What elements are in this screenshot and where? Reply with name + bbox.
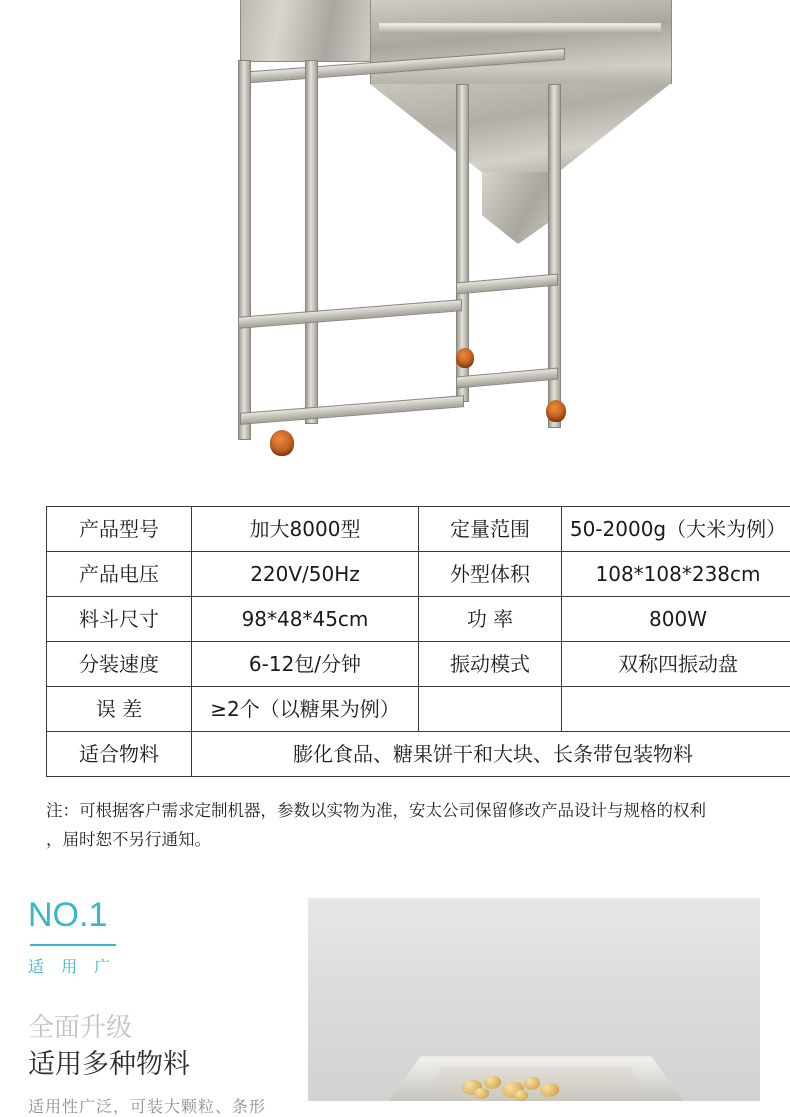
spec-value: 双称四振动盘 [562, 642, 790, 687]
table-row [47, 552, 790, 597]
spec-value: 800W [562, 597, 790, 642]
table-row [47, 507, 790, 552]
spec-label: 振动模式 [419, 642, 562, 687]
section-number: NO.1 [28, 898, 308, 932]
machine-discharge-spout [482, 172, 554, 244]
disclaimer-note [46, 797, 762, 855]
machine-funnel [370, 84, 670, 174]
specification-table-wrapper [46, 506, 758, 777]
spec-label: 产品型号 [47, 507, 192, 552]
spec-label: 分装速度 [47, 642, 192, 687]
spec-label: 料斗尺寸 [47, 597, 192, 642]
section-subtitle: 适 用 广 [28, 954, 308, 977]
spec-label: 外型体积 [419, 552, 562, 597]
note-line-2: ，届时恕不另行通知。 [46, 830, 211, 849]
spec-value: 108*108*238cm [562, 552, 790, 597]
spec-label: 产品电压 [47, 552, 192, 597]
spec-value: 膨化食品、糖果饼干和大块、长条带包装物料 [192, 732, 790, 777]
upgrade-description: 适用性广泛，可装大颗粒、条形 [28, 1094, 328, 1117]
upgrade-heading-light: 全面升级 [28, 1012, 328, 1045]
frame-rail-bottom-back [456, 368, 558, 389]
upgrade-heading-dark: 适用多种物料 [28, 1047, 328, 1082]
spec-value: 220V/50Hz [192, 552, 419, 597]
table-row [47, 597, 790, 642]
note-line-1: 注：可根据客户需求定制机器，参数以实物为准，安太公司保留修改产品设计与规格的权利 [46, 801, 706, 820]
hopper-lid [379, 23, 661, 34]
caster-wheel-front-right [546, 400, 566, 422]
section-no1 [28, 898, 308, 977]
frame-leg-front-left [238, 60, 251, 440]
spec-label-empty [419, 687, 562, 732]
table-row [47, 732, 790, 777]
table-row [47, 642, 790, 687]
spec-value: 6-12包/分钟 [192, 642, 419, 687]
spec-value: 98*48*45cm [192, 597, 419, 642]
spec-label: 适合物料 [47, 732, 192, 777]
filling-machine-illustration [210, 0, 680, 490]
specification-table [46, 506, 790, 777]
frame-rail-mid-back [456, 274, 558, 295]
table-row [47, 687, 790, 732]
spec-value: 50-2000g（大米为例） [562, 507, 790, 552]
spec-value: ≥2个（以糖果为例） [192, 687, 419, 732]
caster-wheel-front-left [270, 430, 294, 456]
spec-value-empty [562, 687, 790, 732]
spec-label: 功 率 [419, 597, 562, 642]
spec-label: 定量范围 [419, 507, 562, 552]
frame-rail-bottom-front [240, 395, 464, 425]
material-granules [458, 1074, 578, 1100]
spec-label: 误 差 [47, 687, 192, 732]
product-photo-bottom [308, 898, 760, 1101]
accent-divider [30, 944, 116, 946]
frame-leg-back-left [305, 60, 318, 424]
frame-rail-mid-front [238, 299, 462, 329]
spec-value: 加大8000型 [192, 507, 419, 552]
product-photo-top [0, 0, 790, 492]
caster-wheel-back-right [456, 348, 474, 368]
